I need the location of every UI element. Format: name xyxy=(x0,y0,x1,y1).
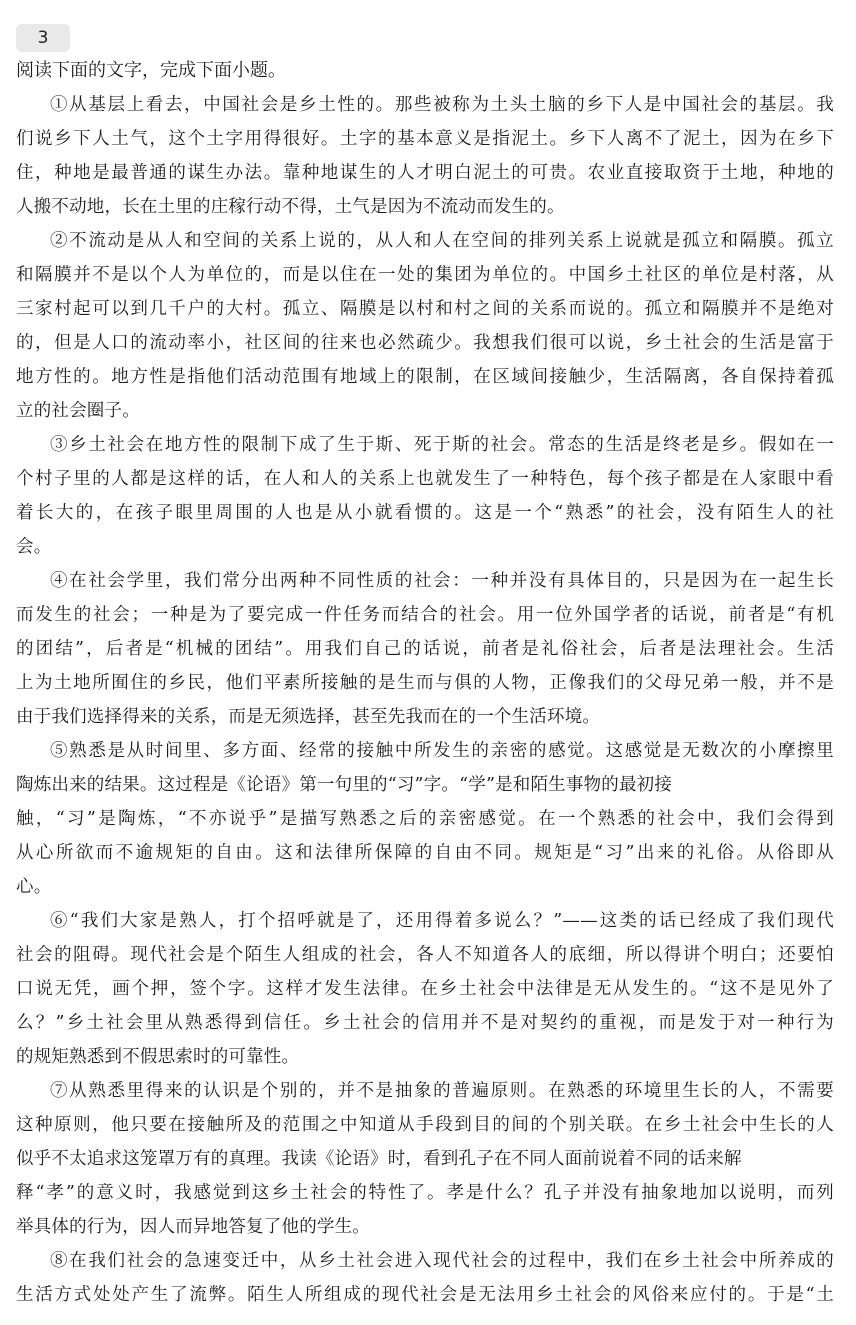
paragraph-line: 似乎不太追求这笼罩万有的真理。我读《论语》时，看到孔子在不同人面前说着不同的话来解 xyxy=(16,1149,742,1169)
paragraph-line: 们说乡下人土气，这个土字用得很好。土字的基本意义是指泥土。乡下人离不了泥土，因为在乡下 xyxy=(16,129,834,149)
paragraph-line: 释“孝”的意义时，我感觉到这乡土社会的特性了。孝是什么？孔子并没有抽象地加以说明，而列 xyxy=(16,1183,834,1203)
paragraph-line: ⑥“我们大家是熟人，打个招呼就是了，还用得着多说么？”——这类的话已经成了我们现代 xyxy=(50,911,834,931)
paragraph-line: 地方性的。地方性是指他们活动范围有地域上的限制，在区域间接触少，生活隔离，各自保持着孤 xyxy=(16,367,834,387)
question-number-badge: 3 xyxy=(16,24,70,52)
paragraph-line: 住，种地是最普通的谋生办法。靠种地谋生的人才明白泥土的可贵。农业直接取资于土地，种地的 xyxy=(16,163,834,183)
paragraph-line: 陶炼出来的结果。这过程是《论语》第一句里的“习”字。“学”是和陌生事物的最初接 xyxy=(16,775,673,795)
paragraph-line: ④在社会学里，我们常分出两种不同性质的社会：一种并没有具体目的，只是因为在一起生长 xyxy=(50,571,834,591)
paragraph-line: 立的社会圈子。 xyxy=(16,401,140,421)
paragraph-line: 会。 xyxy=(16,537,52,557)
paragraph-line: 这种原则，他只要在接触所及的范围之中知道从手段到目的间的个别关联。在乡土社会中生长的人 xyxy=(16,1115,834,1135)
instruction-text: 阅读下面的文字，完成下面小题。 xyxy=(16,60,286,81)
paragraph-line: ⑦从熟悉里得来的认识是个别的，并不是抽象的普遍原则。在熟悉的环境里生长的人，不需要 xyxy=(50,1081,834,1101)
paragraph-line: 和隔膜并不是以个人为单位的，而是以住在一处的集团为单位的。中国乡土社区的单位是村落，从 xyxy=(16,265,834,285)
paragraph-line: ⑧在我们社会的急速变迁中，从乡土社会进入现代社会的过程中，我们在乡土社会中所养成的 xyxy=(50,1251,834,1271)
paragraph-line: 生活方式处处产生了流弊。陌生人所组成的现代社会是无法用乡土社会的风俗来应付的。于是“土 xyxy=(16,1285,834,1305)
paragraph-line: 上为土地所囿住的乡民，他们平素所接触的是生而与俱的人物，正像我们的父母兄弟一般，并不是 xyxy=(16,673,834,693)
paragraph-line: 从心所欲而不逾规矩的自由。这和法律所保障的自由不同。规矩是“习”出来的礼俗。从俗即从 xyxy=(16,843,834,863)
paragraph-line: 人搬不动地，长在土里的庄稼行动不得，土气是因为不流动而发生的。 xyxy=(16,197,565,217)
paragraph-line: ③乡土社会在地方性的限制下成了生于斯、死于斯的社会。常态的生活是终老是乡。假如在一 xyxy=(50,435,834,455)
paragraph-line: 举具体的行为，因人而异地答复了他的学生。 xyxy=(16,1217,370,1237)
paragraph-line: ②不流动是从人和空间的关系上说的，从人和人在空间的排列关系上说就是孤立和隔膜。孤立 xyxy=(50,231,834,251)
paragraph-line: 的，但是人口的流动率小，社区间的往来也必然疏少。我想我们很可以说，乡土社会的生活是富于 xyxy=(16,333,834,353)
paragraph-line: 触，“习”是陶炼，“不亦说乎”是描写熟悉之后的亲密感觉。在一个熟悉的社会中，我们会得到 xyxy=(16,809,834,829)
paragraph-line: ①从基层上看去，中国社会是乡土性的。那些被称为土头土脑的乡下人是中国社会的基层。我 xyxy=(50,95,834,115)
paragraph-line: 三家村起可以到几千户的大村。孤立、隔膜是以村和村之间的关系而说的。孤立和隔膜并不是绝对 xyxy=(16,299,834,319)
paragraph-line: 心。 xyxy=(16,877,52,897)
paragraph-line: 而发生的社会；一种是为了要完成一件任务而结合的社会。用一位外国学者的话说，前者是“有机 xyxy=(16,605,834,625)
paragraph-line: 着长大的，在孩子眼里周围的人也是从小就看惯的。这是一个“熟悉”的社会，没有陌生人的社 xyxy=(16,503,834,523)
paragraph-line: 的规矩熟悉到不假思索时的可靠性。 xyxy=(16,1047,300,1067)
paragraph-line: ⑤熟悉是从时间里、多方面、经常的接触中所发生的亲密的感觉。这感觉是无数次的小摩擦里 xyxy=(50,741,834,761)
paragraph-line: 社会的阻碍。现代社会是个陌生人组成的社会，各人不知道各人的底细，所以得讲个明白；还要怕 xyxy=(16,945,834,965)
paragraph-line: 口说无凭，画个押，签个字。这样才发生法律。在乡土社会中法律是无从发生的。“这不是见外了 xyxy=(16,979,834,999)
paragraph-line: 由于我们选择得来的关系，而是无须选择，甚至先我而在的一个生活环境。 xyxy=(16,707,601,727)
paragraph-line: 个村子里的人都是这样的话，在人和人的关系上也就发生了一种特色，每个孩子都是在人家眼中看 xyxy=(16,469,834,489)
paragraph-line: 的团结”，后者是“机械的团结”。用我们自己的话说，前者是礼俗社会，后者是法理社会。生活 xyxy=(16,639,834,659)
paragraph-line: 么？”乡土社会里从熟悉得到信任。乡土社会的信用并不是对契约的重视，而是发于对一种行为 xyxy=(16,1013,834,1033)
